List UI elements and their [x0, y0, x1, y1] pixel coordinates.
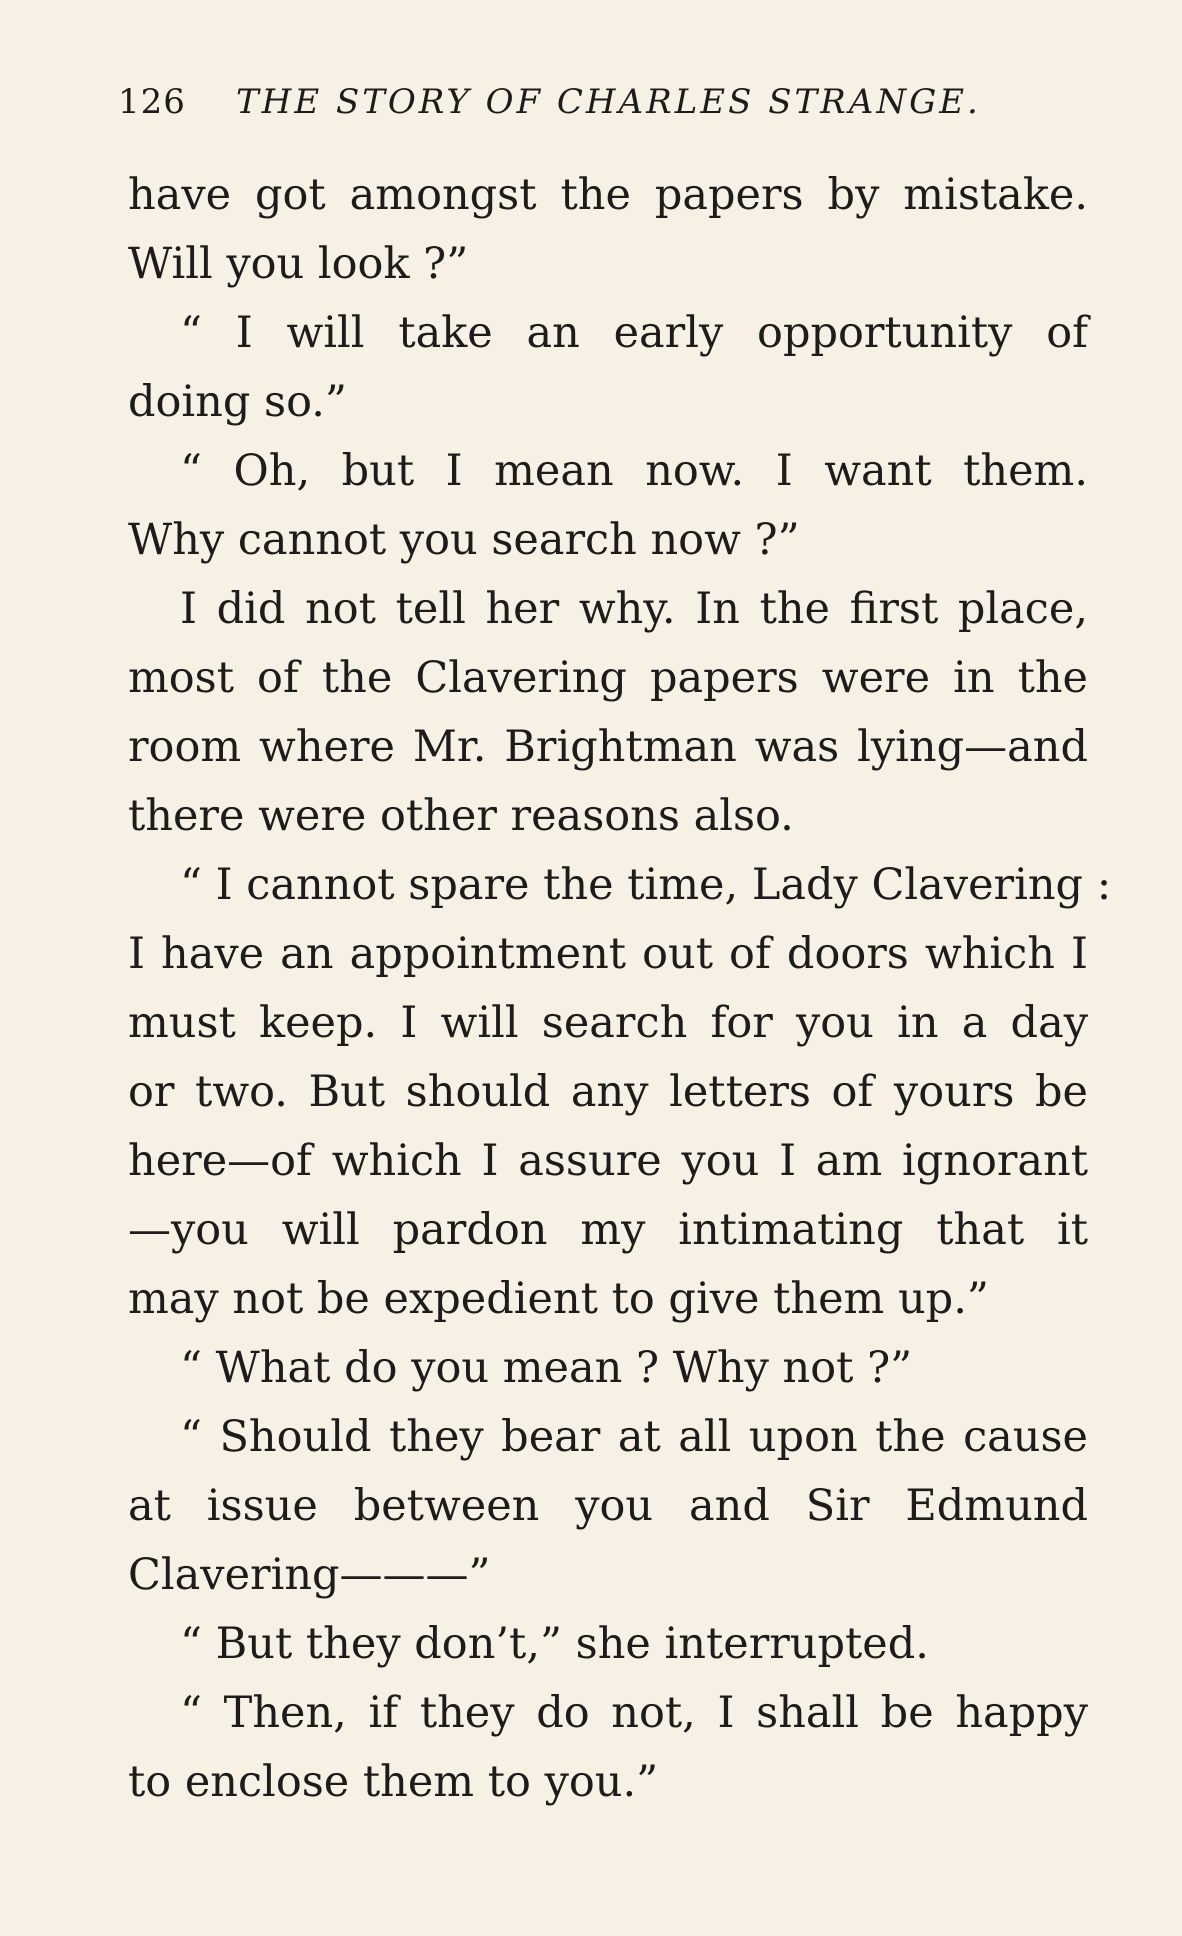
text-line: doing so.”: [128, 377, 347, 427]
text-line: “ I cannot spare the time, Lady Clavering :: [180, 860, 1112, 910]
text-line: I have an appointment out of doors which I: [128, 929, 1088, 979]
text-line: room where Mr. Brightman was lying—and: [128, 722, 1088, 772]
text-line: must keep. I will search for you in a day: [128, 998, 1088, 1048]
text-line: have got amongst the papers by mistake.: [128, 170, 1088, 220]
text-line: “ I will take an early opportunity of: [180, 308, 1088, 358]
text-line: here—of which I assure you I am ignorant: [128, 1136, 1088, 1186]
page-header: [118, 80, 981, 124]
text-line: “ Should they bear at all upon the cause: [180, 1412, 1088, 1462]
text-line: Will you look ?”: [128, 239, 469, 289]
text-line: most of the Clavering papers were in the: [128, 653, 1088, 703]
text-line: there were other reasons also.: [128, 791, 794, 841]
text-line: “ Oh, but I mean now. I want them.: [180, 446, 1088, 496]
text-line: to enclose them to you.”: [128, 1757, 659, 1807]
text-line: “ Then, if they do not, I shall be happy: [180, 1688, 1088, 1738]
text-line: —you will pardon my intimating that it: [128, 1205, 1088, 1255]
text-line: “ What do you mean ? Why not ?”: [180, 1343, 913, 1393]
page-body-text: [128, 161, 1112, 1817]
page-number: 126: [118, 82, 186, 122]
text-line: or two. But should any letters of yours be: [128, 1067, 1088, 1117]
text-line: Clavering———”: [128, 1550, 491, 1600]
text-line: at issue between you and Sir Edmund: [128, 1481, 1088, 1531]
text-line: may not be expedient to give them up.”: [128, 1274, 989, 1324]
text-line: “ But they don’t,” she interrupted.: [180, 1619, 929, 1669]
text-line: I did not tell her why. In the first place,: [180, 584, 1088, 634]
text-line: Why cannot you search now ?”: [128, 515, 800, 565]
running-title: THE STORY OF CHARLES STRANGE.: [236, 82, 981, 122]
